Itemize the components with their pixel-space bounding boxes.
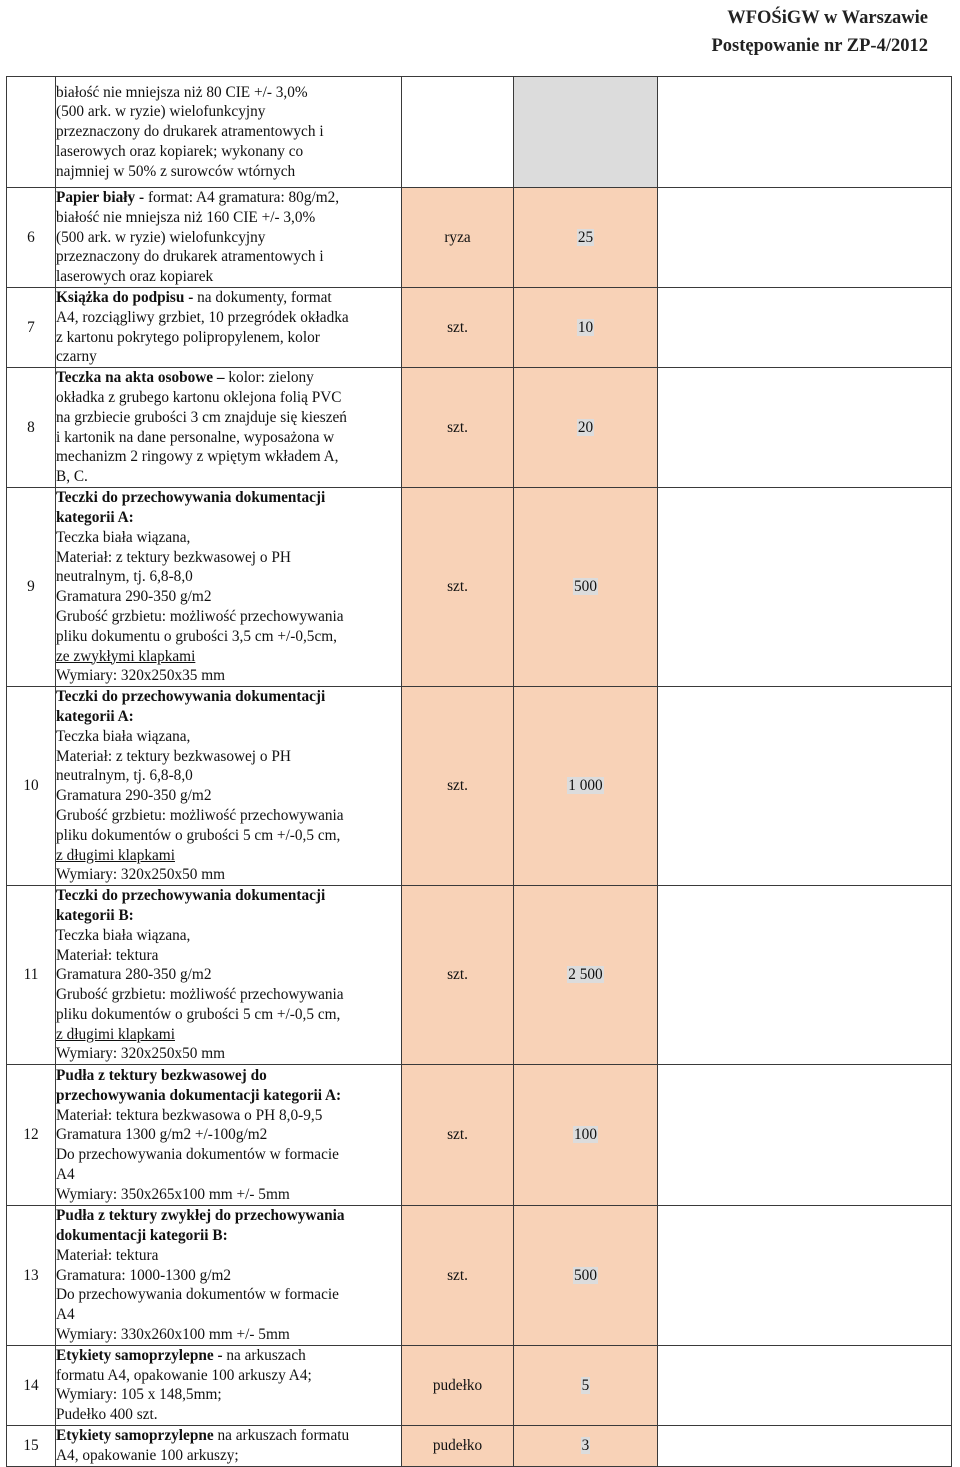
description-line: przeznaczony do drukarek atramentowych i	[56, 248, 324, 266]
quantity-value: 1 000	[568, 777, 603, 795]
item-title: Teczki do przechowywania dokumentacji	[56, 489, 326, 507]
table-row	[7, 488, 952, 687]
item-description	[56, 1206, 402, 1346]
description-line: formatu A4, opakowanie 100 arkuszy A4;	[56, 1366, 312, 1384]
description-line: Gramatura 290-350 g/m2	[56, 588, 212, 606]
table-row	[7, 687, 952, 886]
description-line: laserowych oraz kopiarek; wykonany co	[56, 142, 304, 160]
description-line: przeznaczony do drukarek atramentowych i	[56, 123, 324, 141]
empty-cell	[658, 77, 952, 188]
description-line: Wymiary: 350x265x100 mm +/- 5mm	[56, 1185, 290, 1203]
item-title: dokumentacji kategorii B:	[56, 1227, 228, 1245]
quantity-cell	[514, 1206, 658, 1346]
unit-of-measure	[402, 77, 514, 188]
empty-cell	[658, 1206, 952, 1346]
empty-cell	[658, 368, 952, 488]
description-text: kolor: zielony	[228, 369, 314, 387]
description-line	[56, 1346, 401, 1366]
item-description	[56, 1065, 402, 1206]
unit-of-measure: szt.	[402, 1206, 514, 1346]
item-number: 8	[7, 368, 56, 488]
item-title: Pudła z tektury bezkwasowej do	[56, 1066, 267, 1084]
table-row	[7, 287, 952, 367]
description-text: na dokumenty, format	[197, 288, 332, 306]
unit-of-measure: szt.	[402, 287, 514, 367]
description-line: białość nie mniejsza niż 160 CIE +/- 3,0%	[56, 208, 316, 226]
table-row	[7, 188, 952, 288]
item-title: Teczki do przechowywania dokumentacji	[56, 887, 326, 905]
description-line: z kartonu pokrytego polipropylenem, kolor	[56, 328, 320, 346]
quantity-cell	[514, 188, 658, 288]
item-title: Teczki do przechowywania dokumentacji	[56, 688, 326, 706]
empty-cell	[658, 1426, 952, 1467]
unit-of-measure: szt.	[402, 1065, 514, 1206]
item-description	[56, 488, 402, 687]
description-line: okładka z grubego kartonu oklejona folią PVC	[56, 389, 342, 407]
organization-name: WFOŚiGW w Warszawie	[727, 8, 928, 28]
empty-cell	[658, 287, 952, 367]
item-number: 14	[7, 1345, 56, 1425]
unit-of-measure: pudełko	[402, 1345, 514, 1425]
description-line: A4	[56, 1306, 75, 1324]
quantity-value: 500	[574, 578, 597, 596]
unit-of-measure: szt.	[402, 687, 514, 886]
quantity-value: 500	[574, 1266, 597, 1284]
description-line: (500 ark. w ryzie) wielofunkcyjny	[56, 103, 266, 121]
quantity-cell	[514, 1426, 658, 1467]
description-line: Do przechowywania dokumentów w formacie	[56, 1286, 339, 1304]
item-number: 13	[7, 1206, 56, 1346]
item-description	[56, 368, 402, 488]
quantity-cell	[514, 687, 658, 886]
empty-cell	[658, 1065, 952, 1206]
empty-cell	[658, 886, 952, 1065]
description-line: i kartonik na dane personalne, wyposażona w	[56, 428, 335, 446]
description-line: Materiał: z tektury bezkwasowej o PH	[56, 747, 291, 765]
item-description	[56, 1345, 402, 1425]
quantity-cell	[514, 287, 658, 367]
unit-of-measure: szt.	[402, 368, 514, 488]
item-title: Książka do podpisu -	[56, 288, 198, 306]
description-line: Grubość grzbietu: możliwość przechowywania	[56, 986, 344, 1004]
item-description	[56, 77, 402, 188]
table-row	[7, 886, 952, 1065]
quantity-cell	[514, 368, 658, 488]
description-line: Materiał: z tektury bezkwasowej o PH	[56, 548, 291, 566]
quantity-cell	[514, 488, 658, 687]
item-description	[56, 687, 402, 886]
description-line: pliku dokumentów o grubości 5 cm +/-0,5 cm,	[56, 826, 341, 844]
description-line: Pudełko 400 szt.	[56, 1406, 158, 1424]
description-line: Gramatura: 1000-1300 g/m2	[56, 1266, 232, 1284]
description-line	[56, 368, 401, 388]
description-text: na arkuszach	[226, 1346, 306, 1364]
description-line: Wymiary: 320x250x50 mm	[56, 1045, 226, 1063]
description-line: Materiał: tektura	[56, 1246, 159, 1264]
description-line: Materiał: tektura bezkwasowa o PH 8,0-9,5	[56, 1106, 323, 1124]
item-description	[56, 188, 402, 288]
item-number: 6	[7, 188, 56, 288]
quantity-value: 20	[577, 418, 594, 436]
description-line: Gramatura 290-350 g/m2	[56, 787, 212, 805]
unit-of-measure: ryza	[402, 188, 514, 288]
item-title: Etykiety samoprzylepne	[56, 1427, 218, 1445]
description-line: Wymiary: 320x250x50 mm	[56, 866, 226, 884]
description-line: Grubość grzbietu: możliwość przechowywania	[56, 806, 344, 824]
description-line: neutralnym, tj. 6,8-8,0	[56, 568, 193, 586]
quantity-cell	[514, 886, 658, 1065]
description-line: Materiał: tektura	[56, 946, 159, 964]
unit-of-measure: szt.	[402, 488, 514, 687]
item-number: 15	[7, 1426, 56, 1467]
description-line: ze zwykłymi klapkami	[56, 647, 196, 665]
description-line	[56, 1426, 401, 1446]
description-line: Wymiary: 105 x 148,5mm;	[56, 1386, 222, 1404]
description-line: Wymiary: 330x260x100 mm +/- 5mm	[56, 1326, 290, 1344]
description-line: z długimi klapkami	[56, 1025, 175, 1043]
description-line: A4, opakowanie 100 arkuszy;	[56, 1446, 239, 1464]
description-line: pliku dokumentów o grubości 5 cm +/-0,5 cm,	[56, 1005, 341, 1023]
description-text: na arkuszach formatu	[217, 1427, 350, 1445]
description-line: neutralnym, tj. 6,8-8,0	[56, 767, 193, 785]
description-line: czarny	[56, 348, 97, 366]
table-row	[7, 368, 952, 488]
description-line: pliku dokumentu o grubości 3,5 cm +/-0,5cm,	[56, 627, 337, 645]
item-title: kategorii B:	[56, 906, 134, 924]
quantity-cell	[514, 77, 658, 188]
description-line: Teczka biała wiązana,	[56, 926, 191, 944]
item-title: kategorii A:	[56, 508, 134, 526]
description-line: (500 ark. w ryzie) wielofunkcyjny	[56, 228, 266, 246]
description-line: na grzbiecie grubości 3 cm znajduje się kieszeń	[56, 408, 347, 426]
document-header	[711, 4, 928, 60]
item-description	[56, 886, 402, 1065]
unit-of-measure: szt.	[402, 886, 514, 1065]
quantity-value: 100	[574, 1126, 597, 1144]
table-row	[7, 1345, 952, 1425]
quantity-value: 3	[581, 1436, 590, 1454]
table-row	[7, 1065, 952, 1206]
description-line: Teczka biała wiązana,	[56, 727, 191, 745]
description-line	[56, 288, 401, 308]
table-row	[7, 1206, 952, 1346]
description-line: Teczka biała wiązana,	[56, 528, 191, 546]
item-title: kategorii A:	[56, 707, 134, 725]
description-line: A4, rozciągliwy grzbiet, 10 przegródek okładka	[56, 308, 349, 326]
item-description	[56, 287, 402, 367]
unit-of-measure: pudełko	[402, 1426, 514, 1467]
quantity-cell	[514, 1065, 658, 1206]
empty-cell	[658, 687, 952, 886]
description-line: Wymiary: 320x250x35 mm	[56, 667, 226, 685]
quantity-value: 10	[577, 318, 594, 336]
quantity-cell	[514, 1345, 658, 1425]
item-title: przechowywania dokumentacji kategorii A:	[56, 1086, 342, 1104]
item-description	[56, 1426, 402, 1467]
table-row	[7, 77, 952, 188]
item-title: Papier biały -	[56, 189, 148, 206]
item-title: Pudła z tektury zwykłej do przechowywania	[56, 1207, 345, 1225]
item-title: Teczka na akta osobowe –	[56, 369, 229, 387]
procedure-number: Postępowanie nr ZP-4/2012	[711, 36, 928, 56]
description-line: mechanizm 2 ringowy z wpiętym wkładem A,	[56, 448, 339, 466]
quantity-value: 2 500	[568, 966, 603, 984]
quantity-value: 25	[577, 228, 594, 246]
description-line: Gramatura 280-350 g/m2	[56, 966, 212, 984]
item-number: 10	[7, 687, 56, 886]
item-number: 11	[7, 886, 56, 1065]
empty-cell	[658, 188, 952, 288]
item-number: 9	[7, 488, 56, 687]
description-line: A4	[56, 1165, 75, 1183]
item-number: 7	[7, 287, 56, 367]
description-line: Do przechowywania dokumentów w formacie	[56, 1146, 339, 1164]
description-line: B, C.	[56, 468, 88, 486]
description-line: najmniej w 50% z surowców wtórnych	[56, 162, 296, 180]
item-number	[7, 77, 56, 188]
empty-cell	[658, 1345, 952, 1425]
description-line	[56, 188, 401, 208]
description-line: białość nie mniejsza niż 80 CIE +/- 3,0%	[56, 83, 308, 101]
item-title: Etykiety samoprzylepne -	[56, 1346, 227, 1364]
quantity-value: 5	[581, 1376, 590, 1394]
description-text: format: A4 gramatura: 80g/m2,	[147, 189, 340, 206]
table-row	[7, 1426, 952, 1467]
description-line: z długimi klapkami	[56, 846, 175, 864]
description-line: laserowych oraz kopiarek	[56, 268, 214, 286]
empty-cell	[658, 488, 952, 687]
item-number: 12	[7, 1065, 56, 1206]
specification-table	[6, 76, 952, 1467]
description-line: Grubość grzbietu: możliwość przechowywania	[56, 607, 344, 625]
description-line: Gramatura 1300 g/m2 +/-100g/m2	[56, 1126, 268, 1144]
